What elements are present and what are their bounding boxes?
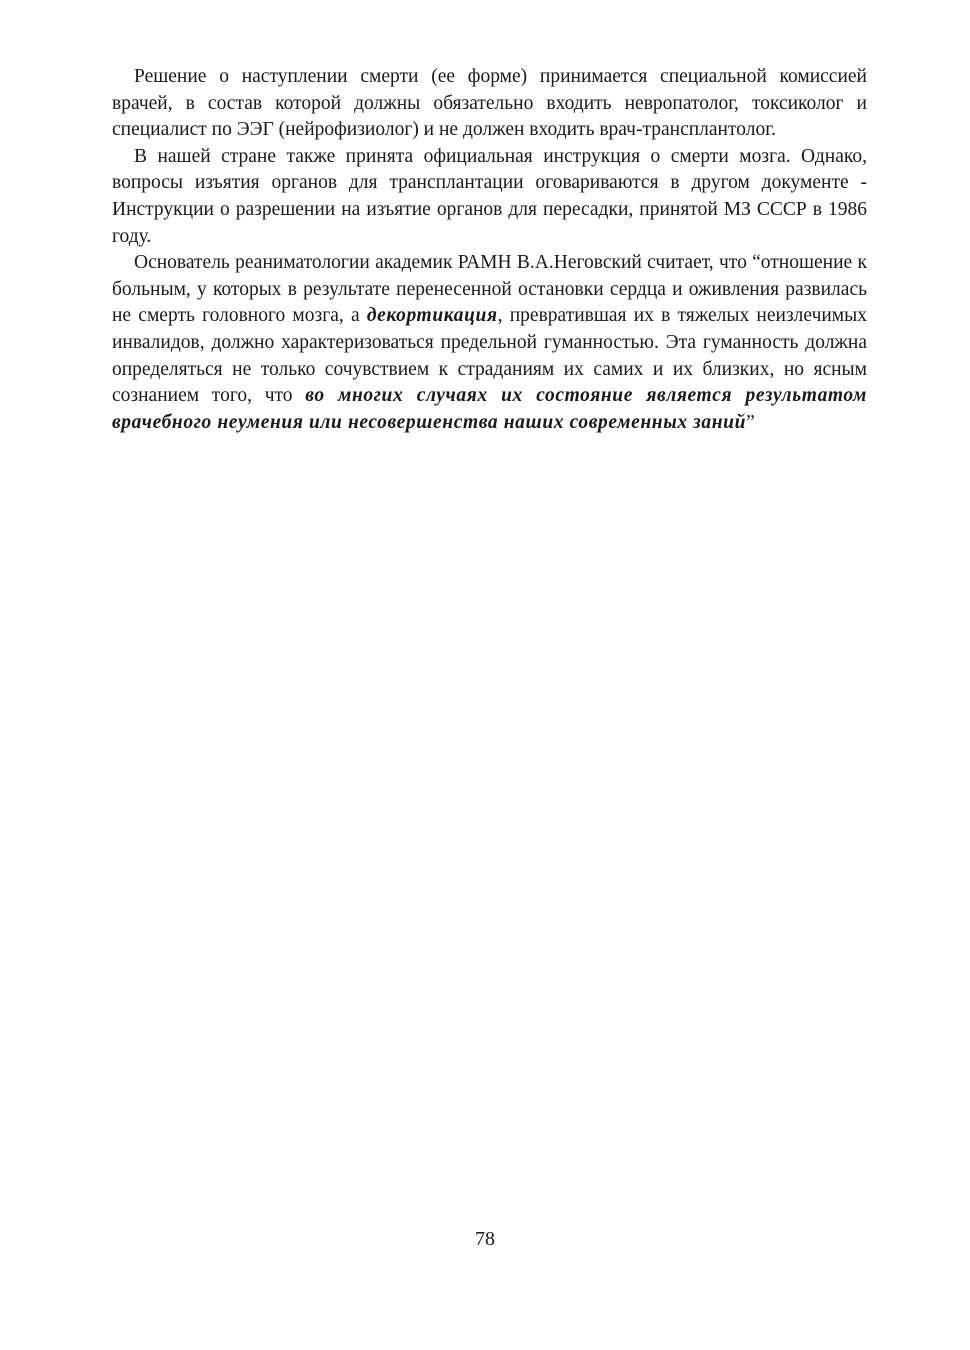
page-number: 78 [475, 1228, 495, 1250]
closing-quote: ” [746, 411, 755, 433]
paragraph-negovsky-quote [112, 250, 867, 436]
paragraph-brain-death-instruction: В нашей стране также принята официальная инструкция о смерти мозга. Однако, вопросы изъятия органов для трансплантации оговариваются в другом документе - Инструкции о разрешении на изъятие органов для пересадки, принятой МЗ СССР в 1986 году. [112, 145, 867, 247]
quote-text-2: , превратившая их в тяжелых неизлечимых инвалидов, должно характеризоваться предельной гуманностью. Эта гуманность должна определяться не только сочувствием к страданиям их самих и их близких, но ясным сознанием того, что [112, 305, 867, 407]
emphasis-conclusion: во многих случаях их состояние является результатом врачебного неумения или несовершенства наших современных заний [112, 385, 867, 433]
quote-text-1: Основатель реаниматологии академик РАМН В.А.Неговский считает, что “отношение к больным, у которых в результате перенесенной остановки сердца и оживления развилась не смерть головного мозга, а [112, 252, 867, 327]
paragraph-death-commission: Решение о наступлении смерти (ее форме) принимается специальной комиссией врачей, в состав которой должны обязательно входить невропатолог, токсиколог и специалист по ЭЭГ (нейрофизиолог) и не должен входить врач-трансплантолог. [112, 66, 867, 141]
emphasis-decortication: декортикация [366, 305, 498, 327]
body-text [112, 64, 867, 436]
